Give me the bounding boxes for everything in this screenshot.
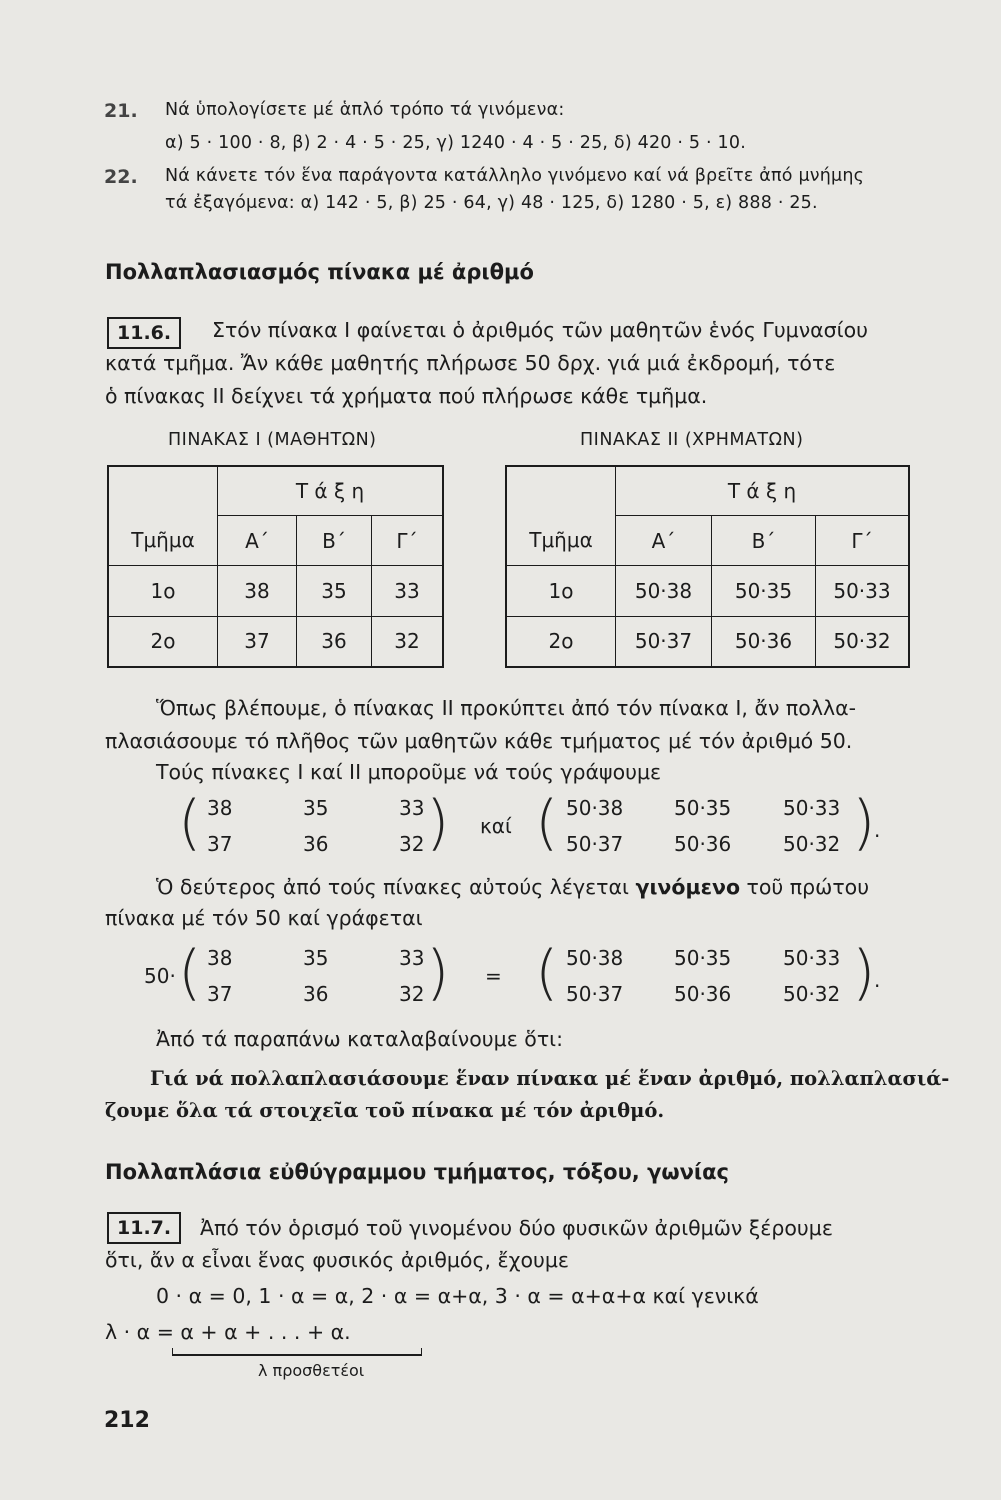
table1-col-c: Γ΄	[372, 515, 444, 566]
table1-cell: 37	[218, 616, 297, 667]
section-number-box-11-6	[107, 317, 181, 349]
table2-cell: 50·33	[816, 566, 910, 617]
body-line-2: πλασιάσουμε τό πλῆθος τῶν μαθητῶν κάθε τμήματος μέ τόν ἀριθμό 50.	[105, 729, 853, 753]
table2-corner-top	[506, 466, 616, 515]
matrix-d-cell: 50·38	[566, 946, 624, 970]
matrix-c-cell: 33	[399, 946, 425, 970]
matrix-a-cell: 37	[207, 832, 233, 856]
table1-cell: 33	[372, 566, 444, 617]
intro-line-3: ὁ πίνακας ΙΙ δείχνει τά χρήματα πού πλήρωσε κάθε τμῆμα.	[105, 384, 708, 408]
multiples-line-1: Ἀπό τόν ὁρισμό τοῦ γινομένου δύο φυσικῶν ἀριθμῶν ξέρουμε	[200, 1216, 833, 1240]
matrix-b-cell: 50·36	[674, 832, 732, 856]
matrix-d-cell: 50·32	[783, 982, 841, 1006]
matrix-c-right-paren: )	[426, 938, 450, 1008]
matrix-b-right-paren: )	[852, 788, 876, 858]
matrix-b-cell: 50·38	[566, 796, 624, 820]
table1-cell: 32	[372, 616, 444, 667]
underbrace-label: λ προσθετέοι	[258, 1361, 365, 1380]
scalar-factor: 50·	[144, 964, 176, 988]
body-line-5: πίνακα μέ τόν 50 καί γράφεται	[105, 906, 423, 930]
matrix-b-cell: 50·33	[783, 796, 841, 820]
table2-col-b: Β΄	[712, 515, 816, 566]
matrix-a-cell: 32	[399, 832, 425, 856]
matrix-period: .	[874, 968, 881, 992]
table-students	[107, 465, 444, 668]
matrix-d-left-paren: (	[535, 938, 559, 1008]
table1-cell: 38	[218, 566, 297, 617]
body-line-4-end: τοῦ πρώτου	[740, 875, 870, 899]
body-line-6: Ἀπό τά παραπάνω καταλαβαίνουμε ὅτι:	[156, 1027, 564, 1051]
table1-group-header: Τ ά ξ η	[218, 466, 444, 515]
table1-corner-top	[108, 466, 218, 515]
table2-caption: ΠΙΝΑΚΑΣ ΙΙ (ΧΡΗΜΑΤΩΝ)	[580, 430, 804, 450]
table1-row1-label: 1ο	[108, 566, 218, 617]
exercise-21-line1: Νά ὑπολογίσετε μέ ἁπλό τρόπο τά γινόμενα:	[165, 100, 565, 120]
section-number: 11.7.	[107, 1212, 181, 1244]
body-line-4	[156, 875, 869, 899]
underbrace	[172, 1348, 422, 1356]
table2-cell: 50·38	[616, 566, 712, 617]
matrix-c-cell: 37	[207, 982, 233, 1006]
matrix-d-cell: 50·33	[783, 946, 841, 970]
matrix-b-cell: 50·35	[674, 796, 732, 820]
table2-col-c: Γ΄	[816, 515, 910, 566]
exercise-22-line1: Νά κάνετε τόν ἕνα παράγοντα κατάλληλο γινόμενο καί νά βρεῖτε ἀπό μνήμης	[165, 166, 865, 186]
exercise-21-line2: α) 5 · 100 · 8, β) 2 · 4 · 5 · 25, γ) 1240 · 4 · 5 · 25, δ) 420 · 5 · 10.	[165, 133, 746, 153]
table2-cell: 50·32	[816, 616, 910, 667]
page-number: 212	[104, 1408, 150, 1433]
intro-line-1: Στόν πίνακα Ι φαίνεται ὁ ἀριθμός τῶν μαθητῶν ἑνός Γυμνασίου	[212, 318, 869, 342]
matrix-period: .	[874, 818, 881, 842]
table2-cell: 50·37	[616, 616, 712, 667]
matrix-c-cell: 38	[207, 946, 233, 970]
table1-corner-label: Τμῆμα	[108, 515, 218, 566]
multiples-line-2: ὅτι, ἄν α εἶναι ἕνας φυσικός ἀριθμός, ἔχουμε	[105, 1248, 569, 1272]
table2-cell: 50·36	[712, 616, 816, 667]
exercise-22-line2: τά ἐξαγόμενα: α) 142 · 5, β) 25 · 64, γ) 48 · 125, δ) 1280 · 5, ε) 888 · 25.	[165, 193, 818, 213]
matrix-d-cell: 50·37	[566, 982, 624, 1006]
table2-corner-label: Τμῆμα	[506, 515, 616, 566]
table2-row2-label: 2ο	[506, 616, 616, 667]
table1-col-a: Α΄	[218, 515, 297, 566]
matrix-d-right-paren: )	[852, 938, 876, 1008]
exercise-21-number: 21.	[104, 100, 138, 122]
matrix-d-cell: 50·36	[674, 982, 732, 1006]
conjunction-kai: καί	[480, 814, 512, 838]
section-title-matrix-scalar: Πολλαπλασιασμός πίνακα μέ ἀριθμό	[105, 260, 534, 284]
body-line-4-start: Ὁ δεύτερος ἀπό τούς πίνακες αὐτούς λέγεται	[156, 875, 636, 899]
table2-col-a: Α΄	[616, 515, 712, 566]
matrix-a-left-paren: (	[178, 788, 202, 858]
multiples-line-3: 0 · α = 0, 1 · α = α, 2 · α = α+α, 3 · α = α+α+α καί γενικά	[156, 1284, 759, 1308]
rule-line-1: Γιά νά πολλαπλασιάσουμε ἕναν πίνακα μέ ἕναν ἀριθμό, πολλαπλασιά-	[150, 1067, 950, 1090]
table2-cell: 50·35	[712, 566, 816, 617]
intro-line-2: κατά τμῆμα. Ἄν κάθε μαθητής πλήρωσε 50 δρχ. γιά μιά ἐκδρομή, τότε	[105, 351, 836, 375]
section-number: 11.6.	[107, 317, 181, 349]
matrix-a-cell: 35	[303, 796, 329, 820]
rule-line-2: ζουμε ὅλα τά στοιχεῖα τοῦ πίνακα μέ τόν ἀριθμό.	[105, 1099, 665, 1122]
table1-caption: ΠΙΝΑΚΑΣ Ι (ΜΑΘΗΤΩΝ)	[168, 430, 377, 450]
table1-cell: 36	[297, 616, 372, 667]
matrix-c-cell: 36	[303, 982, 329, 1006]
matrix-b-cell: 50·32	[783, 832, 841, 856]
matrix-a-right-paren: )	[426, 788, 450, 858]
multiples-line-4: λ · α = α + α + . . . + α.	[105, 1320, 351, 1344]
section-title-multiples: Πολλαπλάσια εὐθύγραμμου τμήματος, τόξου, γωνίας	[105, 1160, 729, 1184]
matrix-c-cell: 32	[399, 982, 425, 1006]
matrix-b-left-paren: (	[535, 788, 559, 858]
matrix-c-cell: 35	[303, 946, 329, 970]
body-line-3: Τούς πίνακες Ι καί ΙΙ μποροῦμε νά τούς γράψουμε	[156, 760, 662, 784]
table-money	[505, 465, 910, 668]
equals-sign: =	[485, 964, 502, 988]
table1-row2-label: 2ο	[108, 616, 218, 667]
matrix-a-cell: 36	[303, 832, 329, 856]
table2-group-header: Τ ά ξ η	[616, 466, 910, 515]
matrix-a-cell: 38	[207, 796, 233, 820]
term-product: γινόμενο	[635, 875, 741, 899]
body-line-1: Ὅπως βλέπουμε, ὁ πίνακας ΙΙ προκύπτει ἀπό τόν πίνακα Ι, ἄν πολλα-	[156, 696, 856, 720]
matrix-b-cell: 50·37	[566, 832, 624, 856]
table2-row1-label: 1ο	[506, 566, 616, 617]
section-number-box-11-7	[107, 1212, 181, 1244]
table1-col-b: Β΄	[297, 515, 372, 566]
matrix-c-left-paren: (	[178, 938, 202, 1008]
matrix-a-cell: 33	[399, 796, 425, 820]
matrix-d-cell: 50·35	[674, 946, 732, 970]
exercise-22-number: 22.	[104, 166, 138, 188]
table1-cell: 35	[297, 566, 372, 617]
